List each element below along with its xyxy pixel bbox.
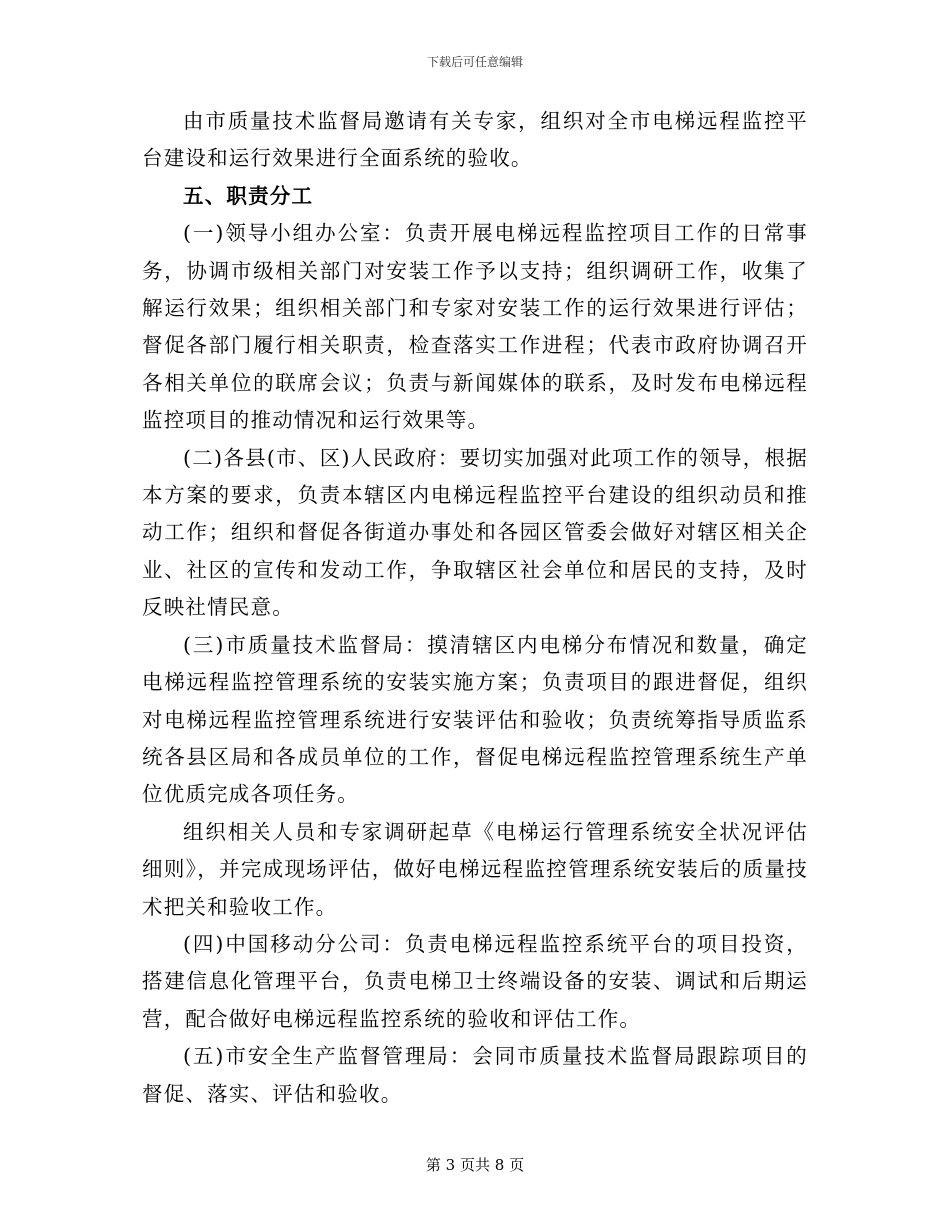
paragraph-quality-bureau: (三)市质量技术监督局：摸清辖区内电梯分布情况和数量，确定电梯远程监控管理系统的安装实施方案；负责项目的跟进督促，组织对电梯远程监控管理系统进行安装评估和验收；负责统筹指导质监系统各县区局和各成员单位的工作，督促电梯远程监控管理系统生产单位优质完成各项任务。 xyxy=(142,632,808,807)
paragraph-county-governments: (二)各县(市、区)人民政府：要切实加强对此项工作的领导，根据本方案的要求，负责本辖区内电梯远程监控平台建设的组织动员和推动工作；组织和督促各街道办事处和各园区管委会做好对辖区相关企业、社区的宣传和发动工作，争取辖区社会单位和居民的支持，及时反映社情民意。 xyxy=(142,445,808,620)
document-body xyxy=(142,103,808,1113)
paragraph-assessment-rules: 组织相关人员和专家调研起草《电梯运行管理系统安全状况评估细则》，并完成现场评估，做好电梯远程监控管理系统安装后的质量技术把关和验收工作。 xyxy=(142,819,808,919)
paragraph-acceptance: 由市质量技术监督局邀请有关专家，组织对全市电梯远程监控平台建设和运行效果进行全面系统的验收。 xyxy=(142,109,808,171)
paragraph-china-mobile: (四)中国移动分公司：负责电梯远程监控系统平台的项目投资，搭建信息化管理平台，负责电梯卫士终端设备的安装、调试和后期运营，配合做好电梯远程监控系统的验收和评估工作。 xyxy=(142,931,808,1031)
paragraph-safety-bureau: (五)市安全生产监督管理局：会同市质量技术监督局跟踪项目的督促、落实、评估和验收。 xyxy=(142,1044,808,1106)
header-note: 下载后可任意编辑 xyxy=(426,55,523,69)
page-number: 第 3 页共 8 页 xyxy=(425,1156,525,1174)
section-heading-responsibilities: 五、职责分工 xyxy=(183,183,314,208)
paragraph-leading-group-office: (一)领导小组办公室：负责开展电梯远程监控项目工作的日常事务，协调市级相关部门对安装工作予以支持；组织调研工作，收集了解运行效果；组织相关部门和专家对安装工作的运行效果进行评估；督促各部门履行相关职责，检查落实工作进程；代表市政府协调召开各相关单位的联席会议；负责与新闻媒体的联系，及时发布电梯远程监控项目的推动情况和运行效果等。 xyxy=(142,221,808,433)
